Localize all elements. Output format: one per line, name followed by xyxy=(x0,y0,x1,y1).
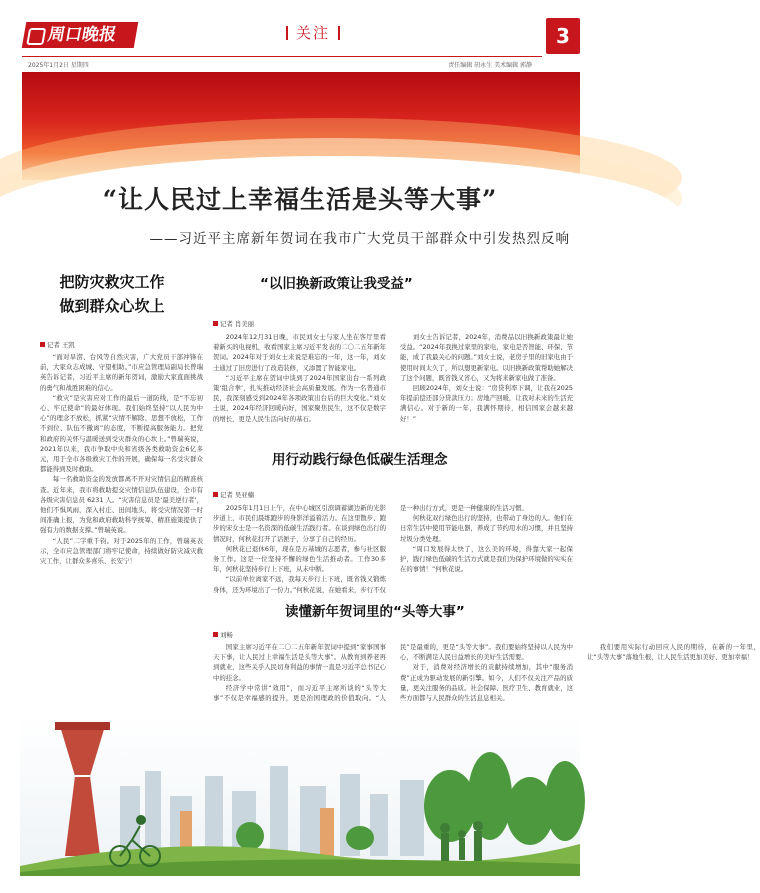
byline xyxy=(213,319,254,328)
article-title[interactable]: “以旧换新政策让我受益” xyxy=(260,276,413,292)
byline-marker-icon xyxy=(213,321,218,326)
byline-marker-icon xyxy=(40,342,45,347)
article-title-line: 把防灾救灾工作 xyxy=(59,273,165,291)
divider xyxy=(286,26,288,40)
byline-text: 记者 吴亚楠 xyxy=(220,491,254,499)
byline xyxy=(213,490,254,499)
sub-headline: ——习近平主席新年贺词在我市广大党员干部群众中引发热烈反响 xyxy=(149,231,570,247)
paragraph: “以前单位离家不远，我每天步行上下班，既省钱又锻炼身体，还为环境出了一份力。”何秋花说，在她看来，步行不仅是一种出行方式，更是一种健康的生活习惯。 xyxy=(213,504,528,594)
paragraph: 回顾2024年，刘女士说：“房贷利率下调，让我在2025年提前偿还部分贷款压力；房地产回暖，让我对未来的生活充满信心。对于新的一年，我满怀期待，相信国家会越来越好！” xyxy=(400,384,573,423)
article-body xyxy=(40,352,203,588)
byline-marker-icon xyxy=(213,632,218,637)
divider xyxy=(338,26,340,40)
article-title[interactable] xyxy=(52,270,172,318)
masthead xyxy=(20,18,580,56)
paragraph: 每一名救助资金的发放都离不开对灾情信息的精准核查。近年来，我市将救助提交灾情信息队伍建设，全市有各级灾害信息员 6231 人。“灾害信息员是‘最美逆行者’，他们不惧风雨，深入村庄、田间地头，将受灾情况第一时间准确上报，为党和政府救助科学统筹、精准施策提供了强有力的数据支撑。”曾瑞英说。 xyxy=(40,475,203,535)
paragraph: “救灾”是灾害应对工作的最后一道防线，是“不忘初心、牢记使命”的最好体现。我们始终坚持“以人民为中心”的理念不放松，抓紧“灾情不解除、思想不放松，工作不到位、队伍不撤离”的态度，不断提高服务能力。把党和政府的关怀与温暖送到受灾群众的心坎上。”曾瑞英说，2021年以来，我市争取中央和省级各类救助资金6亿多元，用于全市各级救灾工作的开展，确保每一名受灾群众都能得到及时救助。 xyxy=(40,393,203,474)
paragraph: 2025年1月1日上午，在中心城区引滨调蓄湖边新的光影步道上，市民们晨练跑步的身影洋溢着活力。在这里散步、跑步的宋女士是一名资深的低碳生活践行者。在谈到绿色出行的情况时，何秋花打开了话匣子，分享了自己的经历。 xyxy=(213,504,386,543)
byline-text: 记者 肖美丽 xyxy=(220,320,254,328)
dateline xyxy=(22,56,542,71)
publish-date: 2025年1月2日 星期四 xyxy=(28,62,89,69)
paragraph: 2024年12月31日晚，市民刘女士与家人坐在客厅里看着新买的电视机，收看国家主席习近平发表的二〇二五年新年贺词。2024年对于刘女士来说是难忘的一年，这一年，刘女士通过了旧房进行了改造装修，又添置了智能家电。 xyxy=(213,333,386,372)
city-skyline-illustration xyxy=(20,716,580,876)
byline xyxy=(40,340,75,349)
paragraph: “周口发展得太快了，这么美的环境，得靠大家一起保护，践行绿色低碳的生活方式就是我们为保护环境做的实实在在的事情！”何秋花说。 xyxy=(400,544,573,574)
paragraph: 经济学中常讲“效用”，而习近平主席所谈的“头等大事”不仅是幸福感的提升，更是治国理政的价值取向。“人民”是最重的，更是“头等大事”。我们要始终坚持以人民为中心，不断满足人民日益增长的美好生活需要。 xyxy=(213,643,573,703)
section-label xyxy=(278,22,348,43)
logo-text: 周口晚报 xyxy=(46,25,118,45)
paragraph: 刘女士告诉记者，2024年，消费品以旧换新政策最让她受益。“2024年我换过家里的家电，家电是否智能、环保、节能，成了我最关心的问题。”刘女士说，老房子里的旧家电由于使用时间太久了，所以想更新家电。以旧换新政策帮助她解决了这个问题，既省钱又省心，又为将来新家电做了准备。 xyxy=(400,333,573,382)
paragraph: 何秋花已退休6年，现在是万基城的志愿者，参与社区服务工作。这是一位坚持不懈的绿色生活推动者。工作30多年，何秋花坚持步行上下班，从未中断。 xyxy=(213,544,386,574)
header-banner-image xyxy=(22,72,580,180)
banner-wave xyxy=(0,156,682,276)
article-body xyxy=(213,503,573,595)
city-illustration xyxy=(20,716,580,876)
article-title[interactable]: 用行动践行绿色低碳生活理念 xyxy=(272,452,448,468)
paragraph: 我们要用实际行动回应人民的期待，在新的一年里，让“头等大事”落地生根，让人民生活更加美好、更加幸福！ xyxy=(587,643,760,662)
page-number: 3 xyxy=(546,18,580,54)
paragraph: “习近平主席在贺词中谈到了2024年国家出台一系列政策‘组合拳’，扎实推动经济社会高质量发展。作为一名普通市民，我深刻感受到2024年各项政策出台后的巨大变化。”刘女士说，2024年经济回暖向好，国家聚焦民生，这不仅是数字的增长，更是人民生活向好的基石。 xyxy=(213,373,386,423)
article-body xyxy=(213,332,573,434)
editor-credits: 责任编辑 胡永生 美术编辑 郭静 xyxy=(448,62,532,69)
paragraph: 何秋花双行绿色出行的坚持，也带动了身边的人。他们在日常生活中使用节能电器，养成了节约用水的习惯，并且坚持垃圾分类处理。 xyxy=(400,514,573,543)
paragraph: 对于，消费对经济增长的贡献持续增加，其中“服务消费”正成为驱动发展的新引擎。如今，人们不仅关注产品的质量，更关注服务的品质。社会保障、医疗卫生、教育就业，这些方面都与人民群众的生活息息相关。 xyxy=(400,663,573,703)
article-title-line: 做到群众心坎上 xyxy=(59,297,165,315)
article-body xyxy=(213,642,760,722)
byline-marker-icon xyxy=(213,492,218,497)
paragraph: 国家主席习近平在二〇二五年新年贺词中提到“家事国事天下事，让人民过上幸福生活是头等大事”。从教育到养老再到就业，这些关乎人民切身利益的事情一直是习近平总书记心中的挂念。 xyxy=(213,643,386,682)
byline-text: 刘畅 xyxy=(220,631,233,639)
logo-emblem-icon xyxy=(26,28,46,45)
newspaper-logo[interactable] xyxy=(22,22,139,48)
paragraph: “面对旱涝、台风等自然灾害，广大党员干部冲锋在前，大家众志成城、守望相助。”市应急管理局副局长曾瑞英告诉记者，习近平主席的新年贺词，激励大家直面挑战的勇气和战胜困难的信心。 xyxy=(40,353,203,392)
byline xyxy=(213,630,233,639)
byline-text: 记者 王凯 xyxy=(47,341,75,349)
main-headline: “让人民过上幸福生活是头等大事” xyxy=(102,185,498,214)
article-title[interactable]: 读懂新年贺词里的“头等大事” xyxy=(285,604,465,620)
section-name: 关注 xyxy=(296,24,331,42)
paragraph: “人民”二字重千钧。对于2025年的工作，曾瑞英表示，全市应急管理部门将牢记使命，持续做好防灾减灾救灾工作，让群众多喜乐、长安宁！ xyxy=(40,536,203,566)
